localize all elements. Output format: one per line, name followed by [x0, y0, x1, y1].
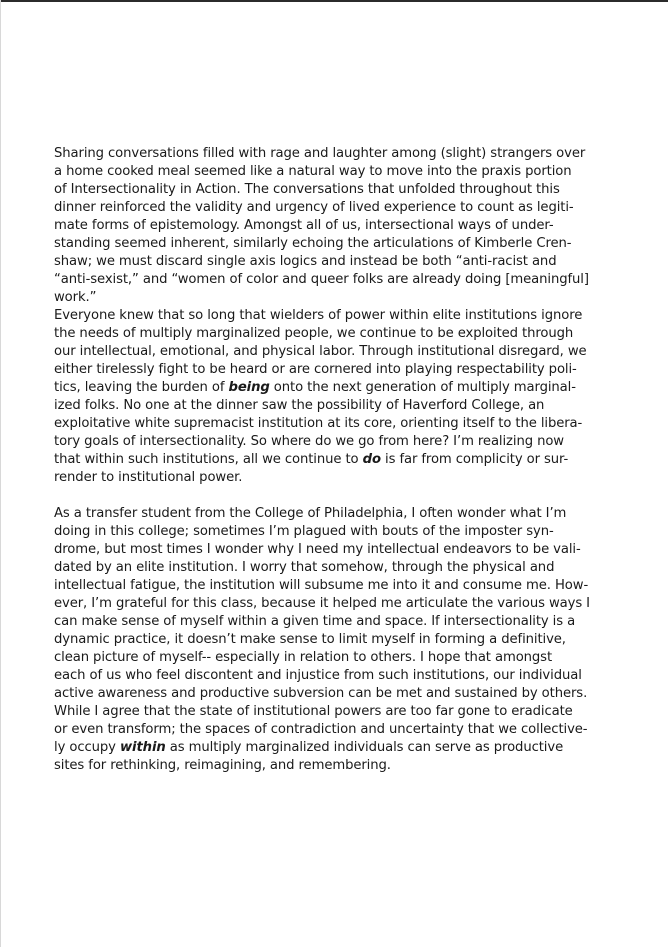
text-line: the needs of multiply marginalized people, we continue to be exploited through — [54, 326, 574, 341]
text-line: work.” — [54, 290, 97, 305]
text-line: dinner reinforced the validity and urgency of lived experience to count as legiti- — [54, 200, 574, 215]
text-line: “anti-sexist,” and “women of color and queer folks are already doing [meaningful] — [54, 272, 589, 287]
text-line: that within such institutions, all we continue to do is far from complicity or sur- — [54, 452, 569, 467]
text-line: clean picture of myself-- especially in relation to others. I hope that amongst — [54, 650, 553, 665]
page-left-border — [0, 0, 1, 947]
text-line: While I agree that the state of institutional powers are too far gone to eradicate — [54, 704, 573, 719]
text-line: drome, but most times I wonder why I need my intellectual endeavors to be vali- — [54, 542, 581, 557]
text-line: sites for rethinking, reimagining, and remembering. — [54, 758, 391, 773]
text-line: either tirelessly fight to be heard or are cornered into playing respectability poli- — [54, 362, 577, 377]
emphasis-being: being — [228, 380, 270, 395]
text-line: ever, I’m grateful for this class, because it helped me articulate the various ways I — [54, 596, 590, 611]
emphasis-within: within — [119, 740, 166, 755]
text-line: As a transfer student from the College of Philadelphia, I often wonder what I’m — [54, 506, 567, 521]
text-line: standing seemed inherent, similarly echoing the articulations of Kimberle Cren- — [54, 236, 572, 251]
text-line: ly occupy within as multiply marginalized individuals can serve as productive — [54, 740, 564, 755]
text-line: Everyone knew that so long that wielders of power within elite institutions ignore — [54, 308, 583, 323]
text-line: doing in this college; sometimes I’m plagued with bouts of the imposter syn- — [54, 524, 554, 539]
text-line: dated by an elite institution. I worry that somehow, through the physical and — [54, 560, 555, 575]
text-line: mate forms of epistemology. Amongst all of us, intersectional ways of under- — [54, 218, 554, 233]
text-line: Sharing conversations filled with rage and laughter among (slight) strangers over — [54, 146, 586, 161]
emphasis-do: do — [362, 452, 381, 467]
paragraph-gap — [54, 487, 618, 505]
text-line: ized folks. No one at the dinner saw the possibility of Haverford College, an — [54, 398, 545, 413]
text-line: tics, leaving the burden of being onto the next generation of multiply marginal- — [54, 380, 576, 395]
document-body — [54, 145, 618, 775]
text-line: intellectual fatigue, the institution will subsume me into it and consume me. How- — [54, 578, 589, 593]
text-line: can make sense of myself within a given time and space. If intersectionality is a — [54, 614, 576, 629]
text-line: each of us who feel discontent and injustice from such institutions, our individual — [54, 668, 582, 683]
text-line: a home cooked meal seemed like a natural way to move into the praxis portion — [54, 164, 572, 179]
text-line: of Intersectionality in Action. The conversations that unfolded throughout this — [54, 182, 560, 197]
text-line: render to institutional power. — [54, 470, 243, 485]
text-line: or even transform; the spaces of contradiction and uncertainty that we collective- — [54, 722, 588, 737]
text-line: shaw; we must discard single axis logics and instead be both “anti-racist and — [54, 254, 557, 269]
text-line: our intellectual, emotional, and physical labor. Through institutional disregard, we — [54, 344, 587, 359]
text-line: dynamic practice, it doesn’t make sense to limit myself in forming a definitive, — [54, 632, 566, 647]
text-line: exploitative white supremacist institution at its core, orienting itself to the libera- — [54, 416, 583, 431]
text-line: active awareness and productive subversion can be met and sustained by others. — [54, 686, 588, 701]
text-line: tory goals of intersectionality. So where do we go from here? I’m realizing now — [54, 434, 564, 449]
page-top-border — [0, 0, 668, 2]
